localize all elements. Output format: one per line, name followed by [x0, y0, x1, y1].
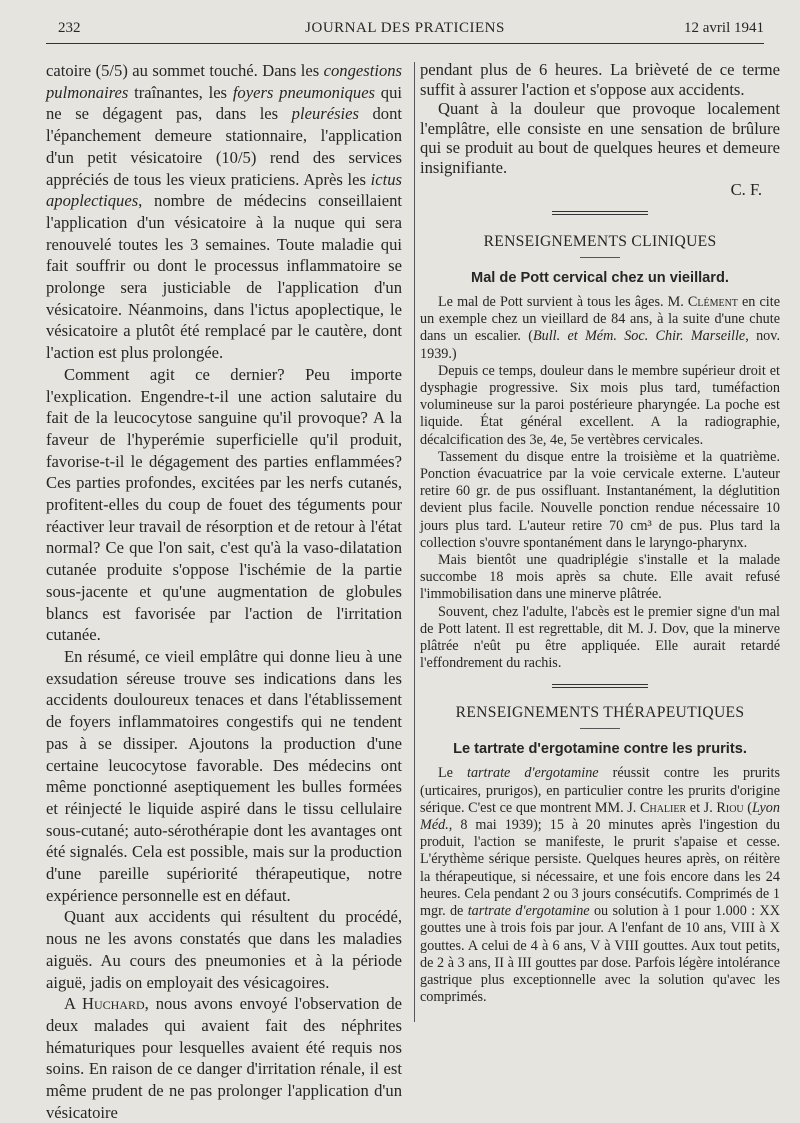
journal-title: JOURNAL DES PRATICIENS — [305, 20, 505, 36]
page-header — [46, 18, 764, 42]
paragraph: Depuis ce temps, douleur dans le membre supérieur droit et dysphagie progressive. Six mois plus tard, tuméfaction volumineuse sur la paroi postérieure pharyngée. La poche est liquide. État général excellent. A la radiographie, décalcification des 3e, 4e, 5e vertèbres cervicales. — [420, 362, 780, 448]
page-number: 232 — [58, 20, 81, 36]
section-title-therapeutic: RENSEIGNEMENTS THÉRAPEUTIQUES — [455, 704, 745, 722]
paragraph: Le mal de Pott survient à tous les âges. M. Clément en cite un exemple chez un vieillard de 84 ans, à la suite d'une chute dans un escalier. (Bull. et Mém. Soc. Chir. Marseille, nov. 1939.) — [420, 294, 780, 362]
paragraph: Quant aux accidents qui résultent du procédé, nous ne les avons constatés que dans les maladies aiguës. Au cours des pneumonies et à la période aiguë, jadis on employait des vésicagoires. — [46, 907, 402, 992]
paragraph: Tassement du disque entre la troisième et la quatrième. Ponction évacuatrice par la voie cervicale externe. L'auteur retire 60 gr. de pus ossifluant. Instantanément, la déglutition devient plus facile. Nouvelle ponction rendue nécessaire 10 jours plus tard. L'auteur retire 70 cm³ de pus. Plus tard la collection s'ouvre spontanément dans le laryngo-pharynx. — [420, 448, 780, 551]
paragraph: pendant plus de 6 heures. La brièveté de ce terme suffit à assurer l'action et s'oppose aux accidents. — [420, 60, 780, 99]
author-name: Huchard — [81, 994, 145, 1014]
section-divider — [552, 684, 648, 688]
article-subtitle: Le tartrate d'ergotamine contre les prurits. — [453, 741, 747, 758]
paragraph: Mais bientôt une quadriplégie s'installe et la malade succombe 18 mois après sa chute. Elle avait refusé l'immobilisation dans une minerve plâtrée. — [420, 552, 780, 603]
left-column — [46, 60, 402, 1123]
paragraph: Comment agit ce dernier? Peu importe l'explication. Engendre-t-il une action salutaire du fait de la leucocytose sanguine qu'il provoque? A la faveur de l'hyperémie superficielle qu'il produit, favorise-t-il le dégagement des parties enflammées? Ces parties profondes, excitées par les nerfs cutanés, profitent-elles du coup de fouet des téguments pour réactiver leur travail de résorption et de retour à l'état normal? Ce que l'on sait, c'est qu'à la vaso-dilatation cutanée produite s'oppose l'ischémie de la partie sous-jacente et qu'une augmentation de globules blancs est favorisée par l'action de l'irritation cutanée. — [46, 364, 402, 645]
right-column — [420, 60, 780, 1006]
author-name: Clément — [687, 294, 738, 310]
article-subtitle: Mal de Pott cervical chez un vieillard. — [471, 270, 729, 286]
header-divider — [46, 43, 764, 44]
paragraph: A Huchard, nous avons envoyé l'observation de deux malades qui avaient fait des néphrites hématuriques pour lesquelles avaient été requis nos soins. En raison de ce danger d'irritation rénale, il est même prudent de ne pas prolonger l'application d'un vésicatoire — [46, 994, 402, 1122]
column-divider — [414, 62, 415, 1022]
paragraph: catoire (5/5) au sommet touché. Dans les congestions pulmonaires traînantes, les foyers pneumoniques qui ne se dégagent pas, dans les pleurésies dont l'épanchement demeure stationnaire, l'application d'un petit vésicatoire (10/5) rend des services appréciés de tous les vieux praticiens. Après les ictus apoplectiques, nombre de médecins conseillaient l'application d'un vésicatoire à la nuque qui sera renouvelé toutes les 3 semaines. Toute maladie qui fait souffrir ou dont le processus inflammatoire se prolonge sera justiciable de l'application d'un vésicatoire. Néanmoins, dans l'ictus apoplectique, le vésicatoire a plutôt été remplacé par le cautère, dont l'action est plus prolongée. — [46, 61, 403, 363]
section-title-clinical: RENSEIGNEMENTS CLINIQUES — [483, 233, 717, 250]
paragraph: Souvent, chez l'adulte, l'abcès est le premier signe d'un mal de Pott latent. Il est regrettable, dit M. J. Dov, que la minerve plâtrée n'eût pu être appliquée. Elle aurait retardé l'effondrement du rachis. — [420, 603, 780, 672]
article-signature: C. F. — [730, 180, 762, 199]
paragraph: En résumé, ce vieil emplâtre qui donne lieu à une exsudation séreuse trouve ses indications dans les accidents douloureux tenaces et dans l'établissement de foyers inflammatoires congestifs qui ne tendent pas à se dissiper. Ajoutons la production d'une certaine leucocytose favorable. Des médecins ont même ponctionné aseptiquement les bulles formées et réinjecté le liquide aspiré dans le tissu cellulaire sous-cutané; auto-sérothérapie dont les avantages ont été signalés. Cela est possible, mais sur la production d'une pareille supériorité thérapeutique, notre expérience personnelle est en défaut. — [46, 646, 402, 905]
issue-date: 12 avril 1941 — [684, 20, 764, 36]
paragraph: Quant à la douleur que provoque localement l'emplâtre, elle consiste en une sensation de brûlure qui se produit au bout de quelques heures et demeure insignifiante. — [420, 99, 780, 177]
author-name: Riou — [716, 799, 744, 816]
section-divider — [552, 211, 648, 215]
paragraph: Le tartrate d'ergotamine réussit contre les prurits (urticaires, prurigos), en particulier contre les prurits d'origine sérique. C'est ce que montrent MM. J. Chalier et J. Riou (Lyon Méd., 8 mai 1939); 15 à 20 minutes après l'ingestion du produit, l'action se manifeste, le prurit s'apaise et cesse. L'érythème sérique persiste. Quelques heures après, on réitère la thérapeutique, si nécessaire, et une fois encore dans les 24 heures. Cela pendant 2 ou 3 jours consécutifs. Comprimés de 1 mgr. de tartrate d'ergotamine ou solution à 1 pour 1.000 : XX gouttes une à trois fois par jour. A l'enfant de 10 ans, VIII à X gouttes. A celui de 4 à 6 ans, V à VIII gouttes. Aux tout petits, de 2 à 3 ans, II à III gouttes par dose. Parfois légère intolérance gastrique plus exceptionnelle avec la solution qu'avec les comprimés. — [420, 765, 781, 1006]
author-name: Chalier — [640, 799, 687, 816]
